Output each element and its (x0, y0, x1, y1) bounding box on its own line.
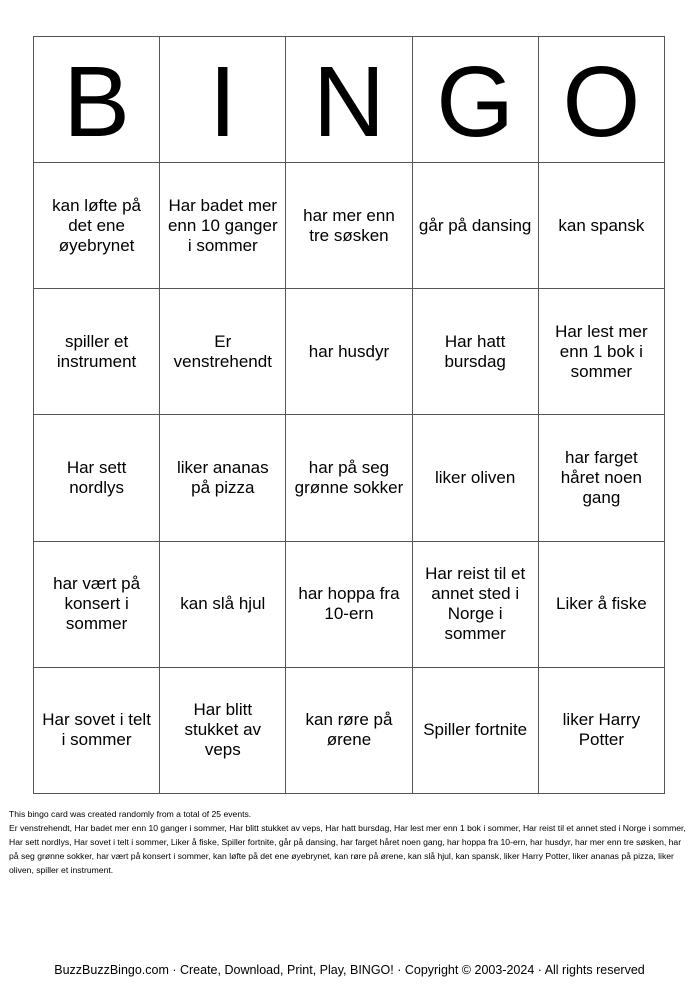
bingo-cell: kan slå hjul (160, 541, 286, 667)
bingo-cell: liker oliven (412, 415, 538, 541)
bingo-cell: har hoppa fra 10-ern (286, 541, 412, 667)
bingo-cell: Er venstrehendt (160, 289, 286, 415)
bingo-cell: Spiller fortnite (412, 667, 538, 793)
bingo-cell: kan løfte på det ene øyebrynet (34, 163, 160, 289)
page-footer: BuzzBuzzBingo.com · Create, Download, Print, Play, BINGO! · Copyright © 2003-2024 · All rights reserved (54, 963, 645, 977)
bingo-cell: liker Harry Potter (538, 667, 664, 793)
bingo-cell: har på seg grønne sokker (286, 415, 412, 541)
bingo-cell: har vært på konsert i sommer (34, 541, 160, 667)
bingo-cell: går på dansing (412, 163, 538, 289)
card-info-event-list: Er venstrehendt, Har badet mer enn 10 ganger i sommer, Har blitt stukket av veps, Har hatt bursdag, Har lest mer enn 1 bok i sommer, Har reist til et annet sted i Norge i sommer, Har sett nordlys, Har sovet i telt i sommer, Liker å fiske, Spiller fortnite, går på dansing, har farget håret noen gang, har hoppa fra 10-ern, har husdyr, har mer enn tre søsken, har på seg grønne sokker, har vært på konsert i sommer, kan løfte på det ene øyebrynet, kan røre på ørene, kan slå hjul, kan spansk, liker Harry Potter, liker ananas på pizza, liker oliven, spiller et instrument. (9, 823, 686, 875)
card-info (9, 807, 689, 877)
bingo-cell: Har blitt stukket av veps (160, 667, 286, 793)
bingo-cell: Har sett nordlys (34, 415, 160, 541)
header-letter: I (160, 37, 286, 163)
header-letter: N (286, 37, 412, 163)
card-info-summary: This bingo card was created randomly from a total of 25 events. (9, 809, 252, 819)
header-letter: O (538, 37, 664, 163)
bingo-row (34, 541, 665, 667)
bingo-cell: liker ananas på pizza (160, 415, 286, 541)
bingo-cell: spiller et instrument (34, 289, 160, 415)
bingo-row (34, 415, 665, 541)
bingo-cell: Har hatt bursdag (412, 289, 538, 415)
bingo-cell: har husdyr (286, 289, 412, 415)
header-letter: B (34, 37, 160, 163)
bingo-cell: Har reist til et annet sted i Norge i sommer (412, 541, 538, 667)
bingo-row (34, 163, 665, 289)
bingo-header-row (34, 37, 665, 163)
bingo-cell: kan røre på ørene (286, 667, 412, 793)
bingo-row (34, 667, 665, 793)
bingo-cell: Har badet mer enn 10 ganger i sommer (160, 163, 286, 289)
bingo-cell: har mer enn tre søsken (286, 163, 412, 289)
bingo-cell: Har sovet i telt i sommer (34, 667, 160, 793)
bingo-row (34, 289, 665, 415)
bingo-cell: har farget håret noen gang (538, 415, 664, 541)
bingo-cell: Liker å fiske (538, 541, 664, 667)
bingo-cell: Har lest mer enn 1 bok i sommer (538, 289, 664, 415)
header-letter: G (412, 37, 538, 163)
bingo-cell: kan spansk (538, 163, 664, 289)
bingo-card (33, 36, 665, 794)
